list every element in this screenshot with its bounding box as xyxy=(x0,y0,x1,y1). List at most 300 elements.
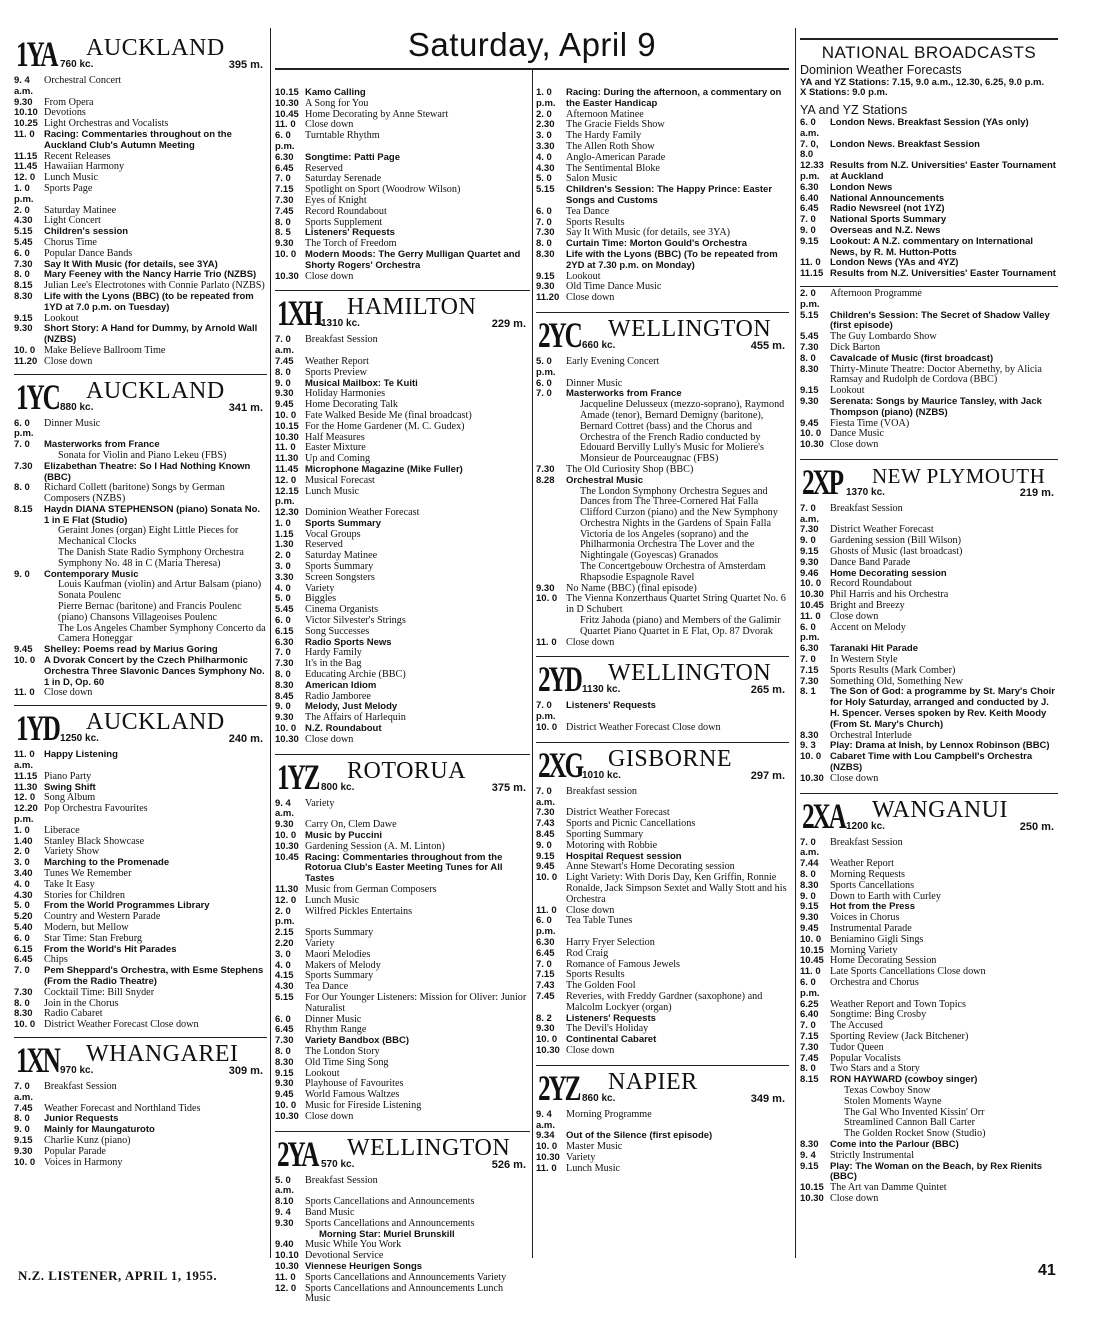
programme-time: 6. 0 xyxy=(14,247,30,259)
programme-time: 7.43 xyxy=(536,980,555,992)
programme-time: 7.45 xyxy=(800,1052,819,1064)
programme-time: 5. 0 xyxy=(536,173,552,185)
programme-title: Masterworks from France xyxy=(44,439,160,451)
programme-time xyxy=(550,400,580,465)
programme-title: For the Home Gardener (M. C. Gudex) xyxy=(305,420,465,432)
programme-time: 6.45 xyxy=(536,947,555,959)
programme-item xyxy=(800,1194,1058,1205)
programme-title: Clifford Curzon (piano) and the New Symphony Orchestra Nights in the Gardens of Spain Falla xyxy=(580,507,778,529)
programme-title: Close down xyxy=(566,636,615,648)
programme-time: 10.10 xyxy=(275,1250,299,1262)
programme-time: 9.30 xyxy=(14,96,33,108)
programme-time: 7. 0 xyxy=(536,216,552,228)
programme-time: 10. 0 xyxy=(14,655,36,667)
programme-title: Continental Cabaret xyxy=(566,1034,657,1046)
programme-item xyxy=(536,594,789,616)
programme-item xyxy=(536,638,789,649)
programme-title: Saturday Serenade xyxy=(305,173,382,185)
station-block xyxy=(536,742,789,785)
programme-time: 9.30 xyxy=(536,582,555,594)
programme-title: Melody, Just Melody xyxy=(305,701,398,713)
programme-time: 7.30 xyxy=(275,658,294,670)
programme-title: Home Decorating session xyxy=(830,567,947,579)
station-block xyxy=(536,656,789,699)
programme-item xyxy=(536,530,789,562)
station-call-sign: 2YA xyxy=(277,1133,318,1174)
programme-item xyxy=(14,1147,267,1158)
programme-title: Listeners' Requests xyxy=(566,700,656,712)
programme-title: Children's Session: The Secret of Shadow Valley (first episode) xyxy=(830,309,1050,332)
weather-forecasts-heading: Dominion Weather Forecasts xyxy=(800,62,962,77)
programme-time: 9.30 xyxy=(800,912,819,924)
programme-time: 10.30 xyxy=(536,1151,560,1163)
programme-time: 6. 0 p.m. xyxy=(536,915,556,938)
programme-title: Stories for Children xyxy=(44,889,125,901)
programme-title: Record Roundabout xyxy=(305,205,387,217)
programme-item xyxy=(275,950,530,961)
programme-title: The Old Curiosity Shop (BBC) xyxy=(566,463,694,475)
programme-list xyxy=(14,419,267,700)
programme-title: Sports and Picnic Cancellations xyxy=(566,818,696,830)
programme-title: Variety xyxy=(305,582,335,594)
programme-item xyxy=(14,966,267,988)
programme-title: The Vienna Konzerthaus Quartet String Quartet No. 6 in D Schubert xyxy=(566,593,786,616)
programme-time: 10.30 xyxy=(275,97,299,109)
programme-item xyxy=(275,153,530,164)
programme-item xyxy=(275,131,530,153)
programme-title: Master Music xyxy=(566,1141,623,1153)
programme-title: Play: The Woman on the Beach, by Rex Rienits (BBC) xyxy=(830,1160,1043,1183)
station-wavelength: 455 m. xyxy=(750,339,785,352)
national-broadcasts-title: NATIONAL BROADCASTS xyxy=(800,38,1058,59)
programme-time: 7. 0 xyxy=(536,388,552,400)
programme-item xyxy=(275,1058,530,1069)
station-block xyxy=(275,1131,530,1174)
programme-title: Dominion Weather Forecast xyxy=(305,507,420,519)
programme-title: The Golden Fool xyxy=(566,980,636,992)
programme-time: 11.20 xyxy=(536,292,560,304)
programme-item xyxy=(800,440,1058,451)
programme-time: 10. 0 xyxy=(275,409,297,421)
programme-time: 4. 0 xyxy=(14,878,30,890)
programme-item xyxy=(14,462,267,484)
programme-title: Thirty-Minute Theatre: Doctor Abernethy, by Alicia Ramsay and Rudolph de Cordova (BBC) xyxy=(830,363,1042,386)
programme-title: Sporting Summary xyxy=(566,829,644,841)
programme-time: 11. 0 xyxy=(275,1271,296,1283)
programme-item xyxy=(536,1046,789,1057)
programme-title: Late Sports Cancellations Close down xyxy=(830,966,986,978)
programme-title: Hawaiian Harmony xyxy=(44,161,125,173)
programme-title: Close down xyxy=(830,1192,879,1204)
programme-title: Light Concert xyxy=(44,215,101,227)
programme-title: Close down xyxy=(566,904,615,916)
programme-title: Dick Barton xyxy=(830,341,881,353)
programme-title: Two Stars and a Story xyxy=(830,1063,920,1075)
programme-time: 9.15 xyxy=(800,901,819,913)
programme-time: 9. 0 xyxy=(800,224,816,236)
programme-time: 8. 0 xyxy=(800,1063,816,1075)
programme-title: Music for Fireside Listening xyxy=(305,1099,422,1111)
programme-time: 1. 0 xyxy=(275,517,291,529)
programme-time xyxy=(550,562,580,584)
programme-time: 9.15 xyxy=(800,385,819,397)
programme-title: Short Story: A Hand for Dummy, by Arnold Wall (NZBS) xyxy=(44,323,258,346)
programme-time: 9.15 xyxy=(800,1160,819,1172)
programme-title: Phil Harris and his Orchestra xyxy=(830,589,949,601)
programme-time: 5.15 xyxy=(275,991,294,1003)
programme-time: 9.46 xyxy=(800,567,819,579)
programme-title: Musical Mailbox: Te Kuiti xyxy=(305,377,418,389)
programme-item xyxy=(536,701,789,723)
programme-title: Close down xyxy=(305,1110,354,1122)
programme-title: From the World's Hit Parades xyxy=(44,943,177,955)
programme-title: Close down xyxy=(305,270,354,282)
programme-title: Motoring with Robbie xyxy=(566,839,658,851)
programme-item xyxy=(800,365,1058,387)
programme-time: 7. 0 xyxy=(536,958,552,970)
programme-title: Lookout xyxy=(305,1067,340,1079)
programme-item xyxy=(800,687,1058,730)
programme-time xyxy=(28,548,58,570)
programme-title: Microphone Magazine (Mike Fuller) xyxy=(305,463,463,475)
station-name: NEW PLYMOUTH xyxy=(872,463,1046,488)
programme-title: Tunes We Remember xyxy=(44,868,132,879)
programme-time: 4. 0 xyxy=(275,582,291,594)
programme-title: Swing Shift xyxy=(44,781,96,793)
station-block xyxy=(14,1037,267,1080)
programme-title: Playhouse of Favourites xyxy=(305,1078,404,1090)
programme-title: Pierre Bernac (baritone) and Francis Poulenc (piano) Chansons Villageoises Poulenc xyxy=(58,601,242,623)
programme-title: Mainly for Maungaturoto xyxy=(44,1124,155,1136)
station-wavelength: 219 m. xyxy=(1019,486,1054,499)
programme-title: Sports Cancellations xyxy=(830,879,915,891)
programme-time: 6.40 xyxy=(800,1009,819,1021)
programme-title: Sports Summary xyxy=(305,561,374,573)
programme-time: 3. 0 xyxy=(14,857,30,869)
programme-time: 8. 0 xyxy=(275,366,291,378)
programme-time: 8. 0 xyxy=(14,482,30,494)
programme-title: Weather Forecast and Northland Tides xyxy=(44,1102,201,1114)
programme-title: Contemporary Music xyxy=(44,568,139,580)
station-block xyxy=(800,793,1058,836)
programme-title: Racing: Commentaries throughout on the Auckland Club's Autumn Meeting xyxy=(44,128,232,151)
programme-item xyxy=(800,354,1058,365)
programme-item xyxy=(275,735,530,746)
section-divider xyxy=(800,286,1058,287)
programme-title: From Opera xyxy=(44,96,94,108)
programme-item xyxy=(800,838,1058,860)
programme-time: 6. 0 xyxy=(14,932,30,944)
programme-time: 9.30 xyxy=(275,388,294,400)
programme-time: 5.15 xyxy=(14,226,33,238)
station-wavelength: 395 m. xyxy=(228,59,263,71)
programme-title: Radio Newsreel (not 1YZ) xyxy=(830,203,945,215)
programme-title: Sports Summary xyxy=(305,927,374,939)
station-frequency: 880 kc. xyxy=(60,401,94,413)
programme-item xyxy=(800,269,1058,280)
programme-title: Take It Easy xyxy=(44,878,95,890)
programme-time: 8. 1 xyxy=(800,686,816,698)
programme-item xyxy=(536,723,789,734)
programme-title: Liberace xyxy=(44,824,80,836)
station-frequency: 800 kc. xyxy=(321,781,355,793)
programme-title: Home Decorating by Anne Stewart xyxy=(305,108,449,120)
programme-title: Dinner Music xyxy=(44,417,101,429)
station-name: WHANGAREI xyxy=(86,1040,239,1067)
programme-title: Sports Preview xyxy=(305,366,367,378)
station-frequency: 570 kc. xyxy=(321,1158,355,1170)
programme-title: Weather Report xyxy=(830,858,894,870)
programme-time: 9.30 xyxy=(14,323,33,335)
programme-title: Half Measures xyxy=(305,431,365,443)
station-wavelength: 229 m. xyxy=(491,318,526,331)
programme-title: Sports Summary xyxy=(305,970,374,982)
programme-title: Close down xyxy=(305,119,354,131)
programme-time: 11. 0 xyxy=(536,1162,557,1174)
programme-title: Victor Silvester's Strings xyxy=(305,615,406,627)
programme-time: 8.28 xyxy=(536,474,555,486)
programme-title: Songtime: Bing Crosby xyxy=(830,1009,927,1021)
station-call-sign: 2YD xyxy=(538,659,581,700)
programme-time: 7. 0 xyxy=(275,173,291,185)
station-wavelength: 250 m. xyxy=(1019,820,1054,833)
programme-item xyxy=(536,250,789,272)
programme-item xyxy=(536,185,789,207)
programme-time: 9.15 xyxy=(536,270,555,282)
programme-title: Lookout: A N.Z. commentary on International News, by R. M. Hutton-Potts xyxy=(830,235,1034,258)
programme-title: Breakfast Session xyxy=(44,1080,117,1092)
programme-time: 12. 0 xyxy=(275,894,297,906)
programme-time: 10. 0 xyxy=(536,593,558,605)
station-frequency: 1010 kc. xyxy=(582,769,621,781)
programme-title: Fiesta Time (VOA) xyxy=(830,417,910,429)
programme-time: 9.15 xyxy=(275,1067,294,1079)
programme-time: 7. 0 xyxy=(800,654,816,666)
programme-title: Instrumental Parade xyxy=(830,922,912,934)
programme-title: Dinner Music xyxy=(566,377,623,389)
programme-time: 10. 0 xyxy=(275,248,297,260)
programme-title: Cinema Organists xyxy=(305,604,379,616)
programme-title: Fritz Jahoda (piano) and Members of the Galimir Quartet Piano Quartet in E Flat, Op. 87 Dvorak xyxy=(580,615,781,637)
programme-time: 7.44 xyxy=(800,858,819,870)
programme-time: 1.15 xyxy=(275,528,294,540)
programme-title: Variety xyxy=(305,937,335,949)
programme-title: Tudor Queen xyxy=(830,1041,884,1053)
programme-time: 11. 0 xyxy=(800,966,821,978)
programme-time: 7. 0 xyxy=(800,1020,816,1032)
programme-title: Weather Report xyxy=(305,355,369,367)
programme-time: 7.15 xyxy=(536,969,555,981)
programme-time: 1. 0 p.m. xyxy=(536,87,556,109)
programme-time: 10. 0 xyxy=(14,344,36,356)
programme-time: 6.30 xyxy=(275,636,294,648)
station-wavelength: 265 m. xyxy=(750,684,785,697)
programme-title: Racing: Commentaries throughout from the Rotorua Club's Easter Meeting Tunes for All Tastes xyxy=(305,851,503,885)
programme-time: 7. 0 xyxy=(14,439,30,451)
programme-title: Tea Table Tunes xyxy=(566,915,633,927)
programme-title: London News xyxy=(830,181,893,193)
station-block xyxy=(275,754,530,797)
programme-title: Rhythm Range xyxy=(305,1024,367,1036)
programme-title: It's in the Bag xyxy=(305,658,362,670)
programme-list xyxy=(536,88,789,304)
programme-time: 8. 0 xyxy=(800,352,816,364)
programme-title: Morning Variety xyxy=(830,944,898,956)
programme-title: Come into the Parlour (BBC) xyxy=(830,1138,959,1150)
programme-time: 4.30 xyxy=(275,981,294,993)
programme-item xyxy=(14,548,267,570)
programme-title: Popular Vocalists xyxy=(830,1052,901,1064)
programme-title: A Song for You xyxy=(305,97,369,109)
programme-title: Texas Cowboy Snow xyxy=(844,1084,931,1096)
programme-title: Down to Earth with Curley xyxy=(830,890,941,902)
programme-time: 7.30 xyxy=(14,460,33,472)
programme-title: Devotions xyxy=(44,107,86,119)
programme-time: 10. 0 xyxy=(275,830,297,842)
programme-title: Hospital Request session xyxy=(566,850,682,862)
programme-title: The Allen Roth Show xyxy=(566,140,655,152)
programme-list xyxy=(14,750,267,1031)
programme-time: 10. 0 xyxy=(14,1156,36,1168)
programme-title: Close down xyxy=(305,733,354,745)
programme-time: 7.45 xyxy=(14,1102,33,1114)
programme-title: The Accused xyxy=(830,1020,883,1032)
programme-title: Accent on Melody xyxy=(830,621,906,633)
programme-time: 7. 0 xyxy=(14,965,30,977)
programme-time: 2. 0 xyxy=(275,550,291,562)
programme-time: 5.15 xyxy=(536,184,555,196)
programme-time: 9. 0 xyxy=(275,701,291,713)
programme-time: 7.30 xyxy=(275,1035,294,1047)
programme-time: 11. 0 xyxy=(800,610,821,622)
programme-time xyxy=(814,1086,844,1097)
programme-time: 8. 0 xyxy=(14,269,30,281)
station-wavelength: 309 m. xyxy=(228,1064,263,1077)
programme-item xyxy=(275,368,530,379)
programme-time: 4.30 xyxy=(536,162,555,174)
programme-time: 6.45 xyxy=(275,162,294,174)
programme-time: 2.15 xyxy=(275,927,294,939)
programme-time: 5.20 xyxy=(14,911,33,923)
programme-item xyxy=(275,476,530,487)
programme-time: 11.15 xyxy=(14,770,38,782)
programme-title: World Famous Waltzes xyxy=(305,1089,400,1101)
station-wavelength: 526 m. xyxy=(491,1158,526,1171)
programme-time: 11.15 xyxy=(14,150,38,162)
programme-item xyxy=(536,508,789,530)
programme-time: 6.40 xyxy=(800,192,819,204)
programme-title: Viennese Heurigen Songs xyxy=(305,1260,423,1272)
programme-title: Orchestral Concert xyxy=(44,75,122,86)
programme-title: Tea Dance xyxy=(566,205,610,217)
programme-item xyxy=(800,1162,1058,1184)
programme-title: Close down xyxy=(566,1044,615,1056)
programme-title: Radio Cabaret xyxy=(44,1008,103,1020)
programme-item xyxy=(800,978,1058,1000)
programme-time: 9.45 xyxy=(275,1089,294,1101)
programme-item xyxy=(800,183,1058,194)
programme-time xyxy=(550,508,580,530)
programme-time: 9. 0 xyxy=(14,1124,30,1136)
station-name: WELLINGTON xyxy=(347,1134,511,1161)
programme-time: 6.15 xyxy=(14,943,33,955)
programme-time: 10. 0 xyxy=(536,872,558,884)
programme-title: Children's Session: The Happy Prince: Easter Songs and Customs xyxy=(566,184,773,206)
programme-title: The Art van Damme Quintet xyxy=(830,1182,947,1194)
programme-title: Morning Star: Muriel Brunskill xyxy=(319,1228,455,1240)
ya-yz-heading: YA and YZ Stations xyxy=(800,103,908,118)
programme-item xyxy=(14,688,267,699)
programme-time: 9. 4 a.m. xyxy=(275,797,295,820)
programme-title: Spotlight on Sport (Woodrow Wilson) xyxy=(305,184,461,196)
programme-time: 5.40 xyxy=(14,921,33,933)
programme-time: 11.45 xyxy=(14,161,38,173)
station-name: WELLINGTON xyxy=(608,315,772,342)
programme-time: 9.30 xyxy=(536,1023,555,1035)
programme-list xyxy=(536,787,789,1057)
programme-title: Dinner Music xyxy=(305,1013,362,1025)
station-frequency: 1310 kc. xyxy=(321,318,360,330)
programme-title: Country and Western Parade xyxy=(44,911,161,923)
programme-title: Join in the Chorus xyxy=(44,997,119,1009)
programme-time: 7.45 xyxy=(275,355,294,367)
programme-title: District Weather Forecast xyxy=(830,524,934,536)
programme-time: 10.30 xyxy=(275,1110,299,1122)
programme-time: 10.45 xyxy=(800,955,824,967)
programme-time: 1.30 xyxy=(275,539,294,551)
programme-time: 10.45 xyxy=(275,851,299,863)
programme-time: 12. 0 xyxy=(275,1282,297,1294)
programme-title: Variety xyxy=(305,797,335,809)
programme-title: Biggles xyxy=(305,593,337,605)
programme-time: 10.30 xyxy=(536,1044,560,1056)
programme-time: 10.30 xyxy=(275,431,299,443)
programme-item xyxy=(14,580,267,602)
station-block xyxy=(536,312,789,355)
programme-title: Sports Supplement xyxy=(305,216,383,228)
programme-title: Music While You Work xyxy=(305,1239,402,1251)
programme-time: 12. 0 xyxy=(14,172,36,184)
programme-time: 5. 0 p.m. xyxy=(536,355,556,378)
programme-time: 11.45 xyxy=(275,463,299,475)
programme-title: Salon Music xyxy=(566,173,618,185)
programme-time: 2.20 xyxy=(275,937,294,949)
programme-item xyxy=(536,1110,789,1132)
programme-time: 9. 4 a.m. xyxy=(536,1108,556,1131)
programme-time: 7. 0 xyxy=(275,647,291,659)
programme-title: The Golden Rocket Snow (Studio) xyxy=(844,1128,986,1140)
programme-time: 2. 0 xyxy=(14,204,30,216)
station-block xyxy=(14,705,267,748)
programme-list xyxy=(275,335,530,745)
station-block xyxy=(536,1065,789,1108)
station-frequency: 970 kc. xyxy=(60,1064,94,1076)
programme-title: Sports Cancellations and Announcements Variety xyxy=(305,1271,507,1283)
programme-item xyxy=(275,907,530,929)
programme-title: Music by Puccini xyxy=(305,830,383,842)
programme-item xyxy=(14,1082,267,1104)
programme-time: 7.15 xyxy=(800,1030,819,1042)
programme-title: Cavalcade of Music (first broadcast) xyxy=(830,352,994,364)
programme-time: 8. 0 xyxy=(275,1045,291,1057)
programme-time: 1. 0 p.m. xyxy=(14,182,34,205)
programme-time: 11. 0 xyxy=(800,257,821,269)
programme-time: 7. 0 a.m. xyxy=(536,785,556,808)
programme-time: 10. 0 xyxy=(536,1141,558,1153)
programme-time: 8.30 xyxy=(275,1056,294,1068)
programme-title: The Hardy Family xyxy=(566,130,642,142)
programme-title: Out of the Silence (first episode) xyxy=(566,1130,713,1142)
